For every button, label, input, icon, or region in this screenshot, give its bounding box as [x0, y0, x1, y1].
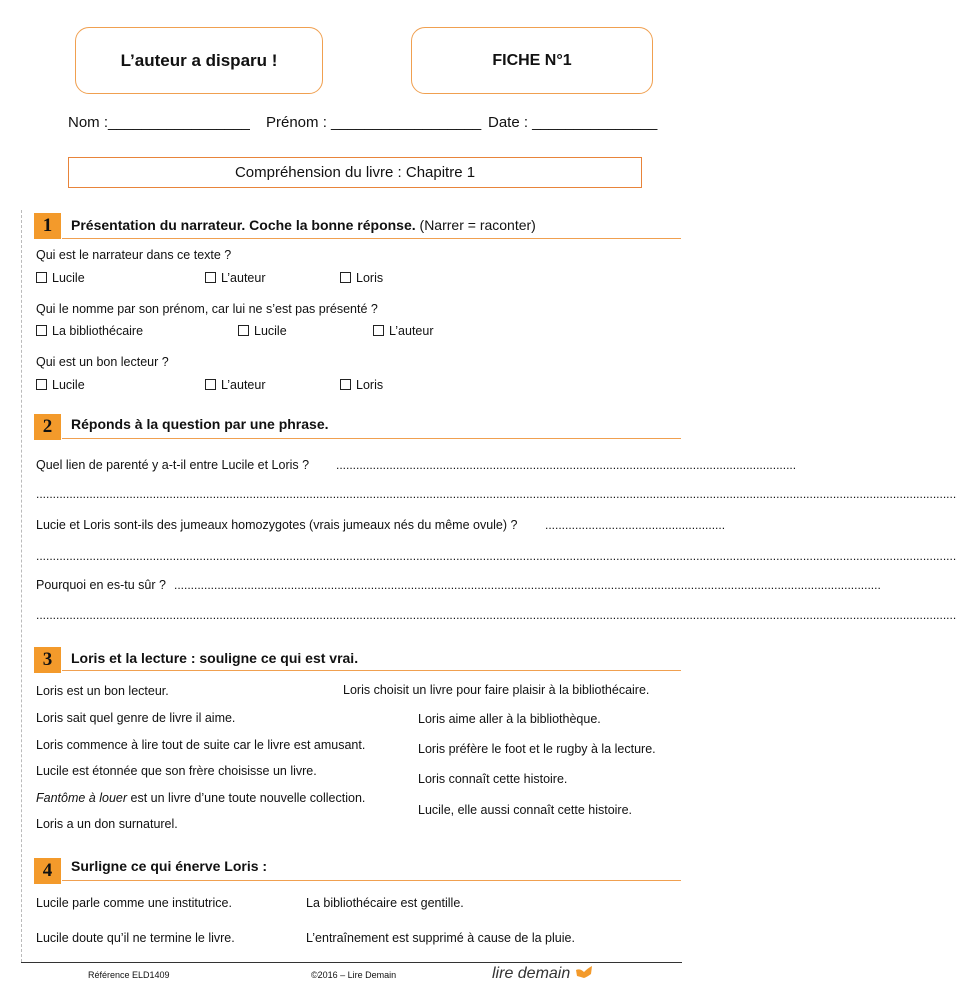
- book-icon: [575, 964, 593, 980]
- checkbox-icon[interactable]: [36, 379, 47, 390]
- section-4-rule: [62, 880, 681, 881]
- section-3-rule: [62, 670, 681, 671]
- checkbox-icon[interactable]: [205, 272, 216, 283]
- q1-text: Qui est le narrateur dans ce texte ?: [36, 248, 232, 262]
- q3-option-lucile[interactable]: Lucile: [36, 378, 85, 392]
- footer-copyright: ©2016 – Lire Demain: [311, 970, 397, 980]
- q2-text: Qui le nomme par son prénom, car lui ne s’est pas présenté ?: [36, 302, 378, 316]
- section-2-number: 2: [34, 414, 61, 440]
- margin-line: [21, 210, 22, 962]
- checkbox-icon[interactable]: [340, 272, 351, 283]
- s3-right-statement[interactable]: Loris préfère le foot et le rugby à la lecture.: [418, 742, 656, 756]
- checkbox-icon[interactable]: [340, 379, 351, 390]
- s2-q1-answer-line-2[interactable]: ....................................................................................................................................................................................................................................................................................: [36, 487, 956, 501]
- section-2-title: Réponds à la question par une phrase.: [71, 416, 329, 432]
- prenom-field: Prénom : __________________: [266, 114, 482, 131]
- footer-reference: Référence ELD1409: [88, 970, 170, 980]
- s2-q3-answer-line[interactable]: ....................................................................................................................................................................................................................: [174, 578, 881, 592]
- section-1-note: (Narrer = raconter): [419, 217, 536, 233]
- brand-name: lire demain: [492, 965, 571, 982]
- book-title: Fantôme à louer: [36, 791, 128, 805]
- footer-rule: [21, 962, 682, 963]
- q2-option-bibliothecaire[interactable]: La bibliothécaire: [36, 324, 143, 338]
- s4-left-statement[interactable]: Lucile doute qu’il ne termine le livre.: [36, 931, 235, 945]
- section-2-rule: [62, 438, 681, 439]
- q2-option-lucile[interactable]: Lucile: [238, 324, 287, 338]
- s2-q2-text: Lucie et Loris sont-ils des jumeaux homozygotes (vrais jumeaux nés du même ovule) ?: [36, 518, 518, 532]
- s2-q3-text: Pourquoi en es-tu sûr ?: [36, 578, 166, 592]
- s3-left-statement[interactable]: Loris sait quel genre de livre il aime.: [36, 711, 236, 725]
- checkbox-icon[interactable]: [36, 325, 47, 336]
- q1-option-loris[interactable]: Loris: [340, 271, 383, 285]
- brand-logo: [492, 964, 593, 983]
- s3-left-statement[interactable]: [36, 791, 365, 805]
- s3-left-statement-text: est un livre d’une toute nouvelle collection.: [130, 791, 366, 805]
- s3-right-statement[interactable]: Loris aime aller à la bibliothèque.: [418, 712, 601, 726]
- fiche-number: FICHE N°1: [411, 27, 653, 94]
- worksheet-title: L’auteur a disparu !: [75, 27, 323, 94]
- section-4-number: 4: [34, 858, 61, 884]
- chapter-banner: Compréhension du livre : Chapitre 1: [68, 157, 642, 188]
- q3-option-loris[interactable]: Loris: [340, 378, 383, 392]
- s4-left-statement[interactable]: Lucile parle comme une institutrice.: [36, 896, 232, 910]
- nom-field: Nom :_________________: [68, 114, 250, 131]
- q3-option-auteur[interactable]: L’auteur: [205, 378, 265, 392]
- s3-left-statement[interactable]: Loris commence à lire tout de suite car le livre est amusant.: [36, 738, 366, 752]
- checkbox-icon[interactable]: [238, 325, 249, 336]
- date-field: Date : _______________: [488, 114, 658, 131]
- checkbox-icon[interactable]: [205, 379, 216, 390]
- s3-right-statement[interactable]: Lucile, elle aussi connaît cette histoire.: [418, 803, 633, 817]
- section-4-title: Surligne ce qui énerve Loris :: [71, 858, 268, 874]
- s3-left-statement[interactable]: Loris est un bon lecteur.: [36, 684, 169, 698]
- checkbox-icon[interactable]: [373, 325, 384, 336]
- s4-right-statement[interactable]: La bibliothécaire est gentille.: [306, 896, 464, 910]
- s3-left-statement[interactable]: Lucile est étonnée que son frère choisisse un livre.: [36, 764, 317, 778]
- s2-q2-answer-line[interactable]: ......................................................: [545, 518, 726, 532]
- checkbox-icon[interactable]: [36, 272, 47, 283]
- section-1-rule: [62, 238, 681, 239]
- q1-option-lucile[interactable]: Lucile: [36, 271, 85, 285]
- section-1-number: 1: [34, 213, 61, 239]
- s4-right-statement[interactable]: L’entraînement est supprimé à cause de la pluie.: [306, 931, 575, 945]
- s2-q3-answer-line-2[interactable]: ....................................................................................................................................................................................................................................................................................: [36, 608, 956, 622]
- s2-q1-answer-line[interactable]: ..........................................................................................................................................: [336, 458, 797, 472]
- section-1-title-text: Présentation du narrateur. Coche la bonne réponse.: [71, 217, 416, 233]
- s3-left-statement[interactable]: Loris a un don surnaturel.: [36, 817, 178, 831]
- section-1-title: [71, 217, 536, 233]
- s2-q2-answer-line-2[interactable]: ....................................................................................................................................................................................................................................................................................: [36, 549, 956, 563]
- q1-option-auteur[interactable]: L’auteur: [205, 271, 265, 285]
- section-3-number: 3: [34, 647, 61, 673]
- s3-right-statement[interactable]: Loris connaît cette histoire.: [418, 772, 568, 786]
- section-3-title: Loris et la lecture : souligne ce qui est vrai.: [71, 650, 359, 666]
- q2-option-auteur[interactable]: L’auteur: [373, 324, 433, 338]
- q3-text: Qui est un bon lecteur ?: [36, 355, 169, 369]
- s2-q1-text: Quel lien de parenté y a-t-il entre Lucile et Loris ?: [36, 458, 310, 472]
- s3-right-statement[interactable]: Loris choisit un livre pour faire plaisir à la bibliothécaire.: [343, 683, 650, 697]
